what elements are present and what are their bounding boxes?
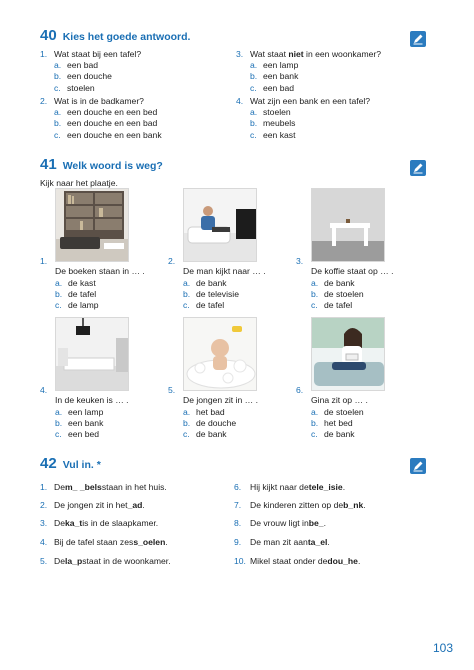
answer-option[interactable]: b. een douche en een bad [54,118,158,129]
answer-option[interactable]: c. een bad [250,82,295,93]
answer-option[interactable]: c. de bank [183,429,227,440]
question-number: 2. [40,96,48,106]
fill-in-item-10[interactable]: 10. Mikel staat onder de dou _ he . [234,556,361,566]
fill-in-item-1[interactable]: 1. De m _ _ bels staan in het huis. [40,482,167,492]
answer-option[interactable]: c. een bed [55,429,100,440]
answer-option[interactable]: a. de bank [183,278,227,288]
item-sentence: De boeken staan in … . [55,266,145,276]
item-number: 6. [296,385,304,395]
fill-in-item-5[interactable]: 5. De la _ p staat in de woonkamer. [40,556,171,566]
answer-option[interactable]: c. een douche en een bank [54,129,162,140]
answer-option[interactable]: b. het bed [311,418,353,429]
question-1 [40,49,141,94]
item-sentence: De jongen zit in … . [183,395,258,405]
exercise-41-header [40,156,163,173]
fill-in-item-7[interactable]: 7. De kinderen zitten op de b _ nk . [234,500,366,510]
question-text: Wat is in de badkamer? [54,96,144,106]
question-text: Wat zijn een bank en een tafel? [250,96,371,106]
answer-option[interactable]: a. een bad [54,60,99,71]
exercise-number: 40 [40,27,57,44]
living-room-bookcase-photo [55,188,129,262]
exercise-title: Kies het goede antwoord. [62,31,191,43]
answer-option[interactable]: b. de stoelen [311,289,364,300]
question-4 [236,96,370,141]
item-number: 5. [168,385,176,395]
answer-option[interactable]: b. de televisie [183,289,239,300]
fill-in-item-3[interactable]: 3. De ka _ t is in de slaapkamer. [40,518,159,528]
item-number: 3. [296,256,304,266]
item-sentence: In de keuken is … . [55,395,129,405]
woman-reading-photo [311,317,385,391]
exercise-42-header [40,455,101,472]
exercise-40-header [40,27,191,44]
item-sentence: De koffie staat op … . [311,266,394,276]
answer-option[interactable]: a. stoelen [250,107,291,118]
answer-option[interactable]: a. een douche en een bed [54,107,158,118]
answer-option[interactable]: a. de stoelen [311,407,364,417]
answer-option[interactable]: b. de tafel [55,289,97,300]
exercise-title: Welk woord is weg? [62,160,163,172]
answer-option[interactable]: c. stoelen [54,82,95,93]
answer-option[interactable]: a. een lamp [55,407,104,417]
question-3 [236,49,381,94]
pen-icon [410,31,426,47]
fill-in-item-2[interactable]: 2. De jongen zit in het _ ad . [40,500,145,510]
answer-option[interactable]: c. de tafel [183,300,225,311]
exercise-number: 41 [40,156,57,173]
item-sentence: De man kijkt naar … . [183,266,266,276]
question-text: Wat staat niet in een woonkamer? [250,49,382,59]
item-number: 4. [40,385,48,395]
answer-option[interactable]: a. de bank [311,278,355,288]
fill-in-item-4[interactable]: 4. Bij de tafel staan zes s _ oelen . [40,537,168,547]
answer-option[interactable]: c. de tafel [311,300,353,311]
question-number: 4. [236,96,244,106]
answer-option[interactable]: a. een lamp [250,60,299,71]
question-2 [40,96,162,141]
item-number: 2. [168,256,176,266]
answer-option[interactable]: c. een kast [250,129,296,140]
pen-icon [410,160,426,176]
answer-option[interactable]: a. de kast [55,278,96,288]
fill-in-item-8[interactable]: 8. De vrouw ligt in be _ . [234,518,326,528]
answer-option[interactable]: b. meubels [250,118,296,129]
question-number: 3. [236,49,244,59]
answer-option[interactable]: b. een bank [250,71,299,82]
boy-in-bath-photo [183,317,257,391]
answer-option[interactable]: c. de bank [311,429,355,440]
exercise-number: 42 [40,455,57,472]
exercise-title: Vul in. * [62,459,101,471]
instruction: Kijk naar het plaatje. [40,178,118,188]
fill-in-item-6[interactable]: 6. Hij kijkt naar de tele _ isie . [234,482,346,492]
answer-option[interactable]: b. een bank [55,418,104,429]
answer-option[interactable]: b. een douche [54,71,112,82]
question-number: 1. [40,49,48,59]
item-sentence: Gina zit op … . [311,395,368,405]
item-number: 1. [40,256,48,266]
pen-icon [410,458,426,474]
fill-in-item-9[interactable]: 9. De man zit aan ta _ el . [234,537,330,547]
answer-option[interactable]: a. het bad [183,407,225,417]
answer-option[interactable]: b. de douche [183,418,237,429]
white-table-photo [311,188,385,262]
kitchen-photo [55,317,129,391]
man-on-couch-photo [183,188,257,262]
answer-option[interactable]: c. de lamp [55,300,99,311]
question-text: Wat staat bij een tafel? [54,49,142,59]
page-number: 103 [433,641,454,655]
